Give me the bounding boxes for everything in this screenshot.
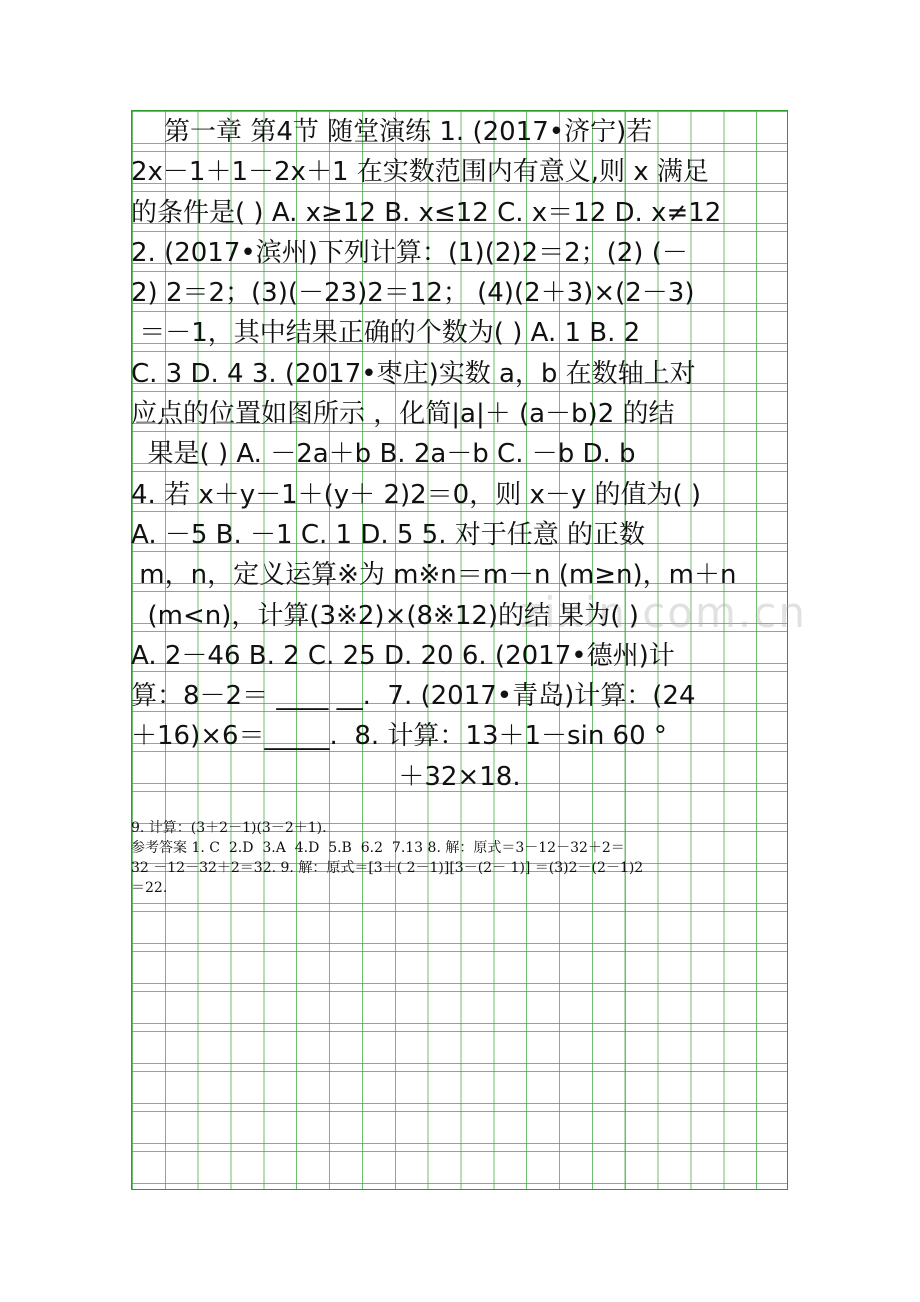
text-line: 果是( ) A. －2a＋b B. 2a－b C. －b D. b bbox=[131, 439, 636, 470]
answer-section bbox=[131, 818, 821, 898]
text-line: A. －5 B. －1 C. 1 D. 5 5. 对于任意 的正数 bbox=[131, 519, 646, 550]
text-line-centered: ＋32×18. bbox=[398, 761, 521, 792]
text-line: 2. (2017•滨州)下列计算：(1)(2)2＝2；(2) (－ bbox=[131, 237, 688, 268]
small-text-line: ＝22. bbox=[131, 880, 168, 896]
text-line: m，n，定义运算※为 m※n＝m－n (m≥n)，m＋n bbox=[131, 560, 737, 591]
text-line: ＋16)×6＝_____. 8. 计算：13＋1－sin 60 ° bbox=[131, 721, 667, 752]
text-line: A. 2－46 B. 2 C. 25 D. 20 6. (2017•德州)计 bbox=[131, 640, 675, 671]
watermark: zixin.com.cn bbox=[520, 588, 807, 637]
text-line: 2x－1＋1－2x＋1 在实数范围内有意义,则 x 满足 bbox=[131, 157, 709, 188]
text-line: 4. 若 x＋y－1＋(y＋ 2)2＝0，则 x－y 的值为( ) bbox=[131, 479, 702, 510]
small-text-line: 9. 计算：(3＋2－1)(3－2＋1). bbox=[131, 820, 327, 836]
text-line: 应点的位置如图所示 ，化简|a|＋ (a－b)2 的结 bbox=[131, 399, 675, 430]
text-line: C. 3 D. 4 3. (2017•枣庄)实数 a，b 在数轴上对 bbox=[131, 358, 696, 389]
text-line: (m<n)，计算(3※2)×(8※12)的结 果为( ) bbox=[131, 600, 639, 631]
problem-text bbox=[131, 112, 821, 797]
text-line: 算：8－2＝ ____ __. 7. (2017•青岛)计算：(24 bbox=[131, 681, 696, 712]
small-text-line: 32 －12－32＋2＝32. 9. 解：原式＝[3＋( 2－1)][3－(2－ 1)] ＝(3)2－(2－1)2 bbox=[131, 860, 644, 876]
text-line: 2) 2＝2；(3)(－23)2＝12； (4)(2＋3)×(2－3) bbox=[131, 278, 695, 309]
text-line: 第一章 第4节 随堂演练 1. (2017•济宁)若 bbox=[131, 117, 653, 147]
text-line: 的条件是( ) A. x≥12 B. x≤12 C. x＝12 D. x≠12 bbox=[131, 197, 722, 228]
text-line: ＝－1，其中结果正确的个数为( ) A. 1 B. 2 bbox=[131, 318, 641, 349]
small-text-line: 参考答案 1. C 2.D 3.A 4.D 5.B 6.2 7.13 8. 解：原式＝3－12－32＋2＝ bbox=[131, 840, 625, 856]
